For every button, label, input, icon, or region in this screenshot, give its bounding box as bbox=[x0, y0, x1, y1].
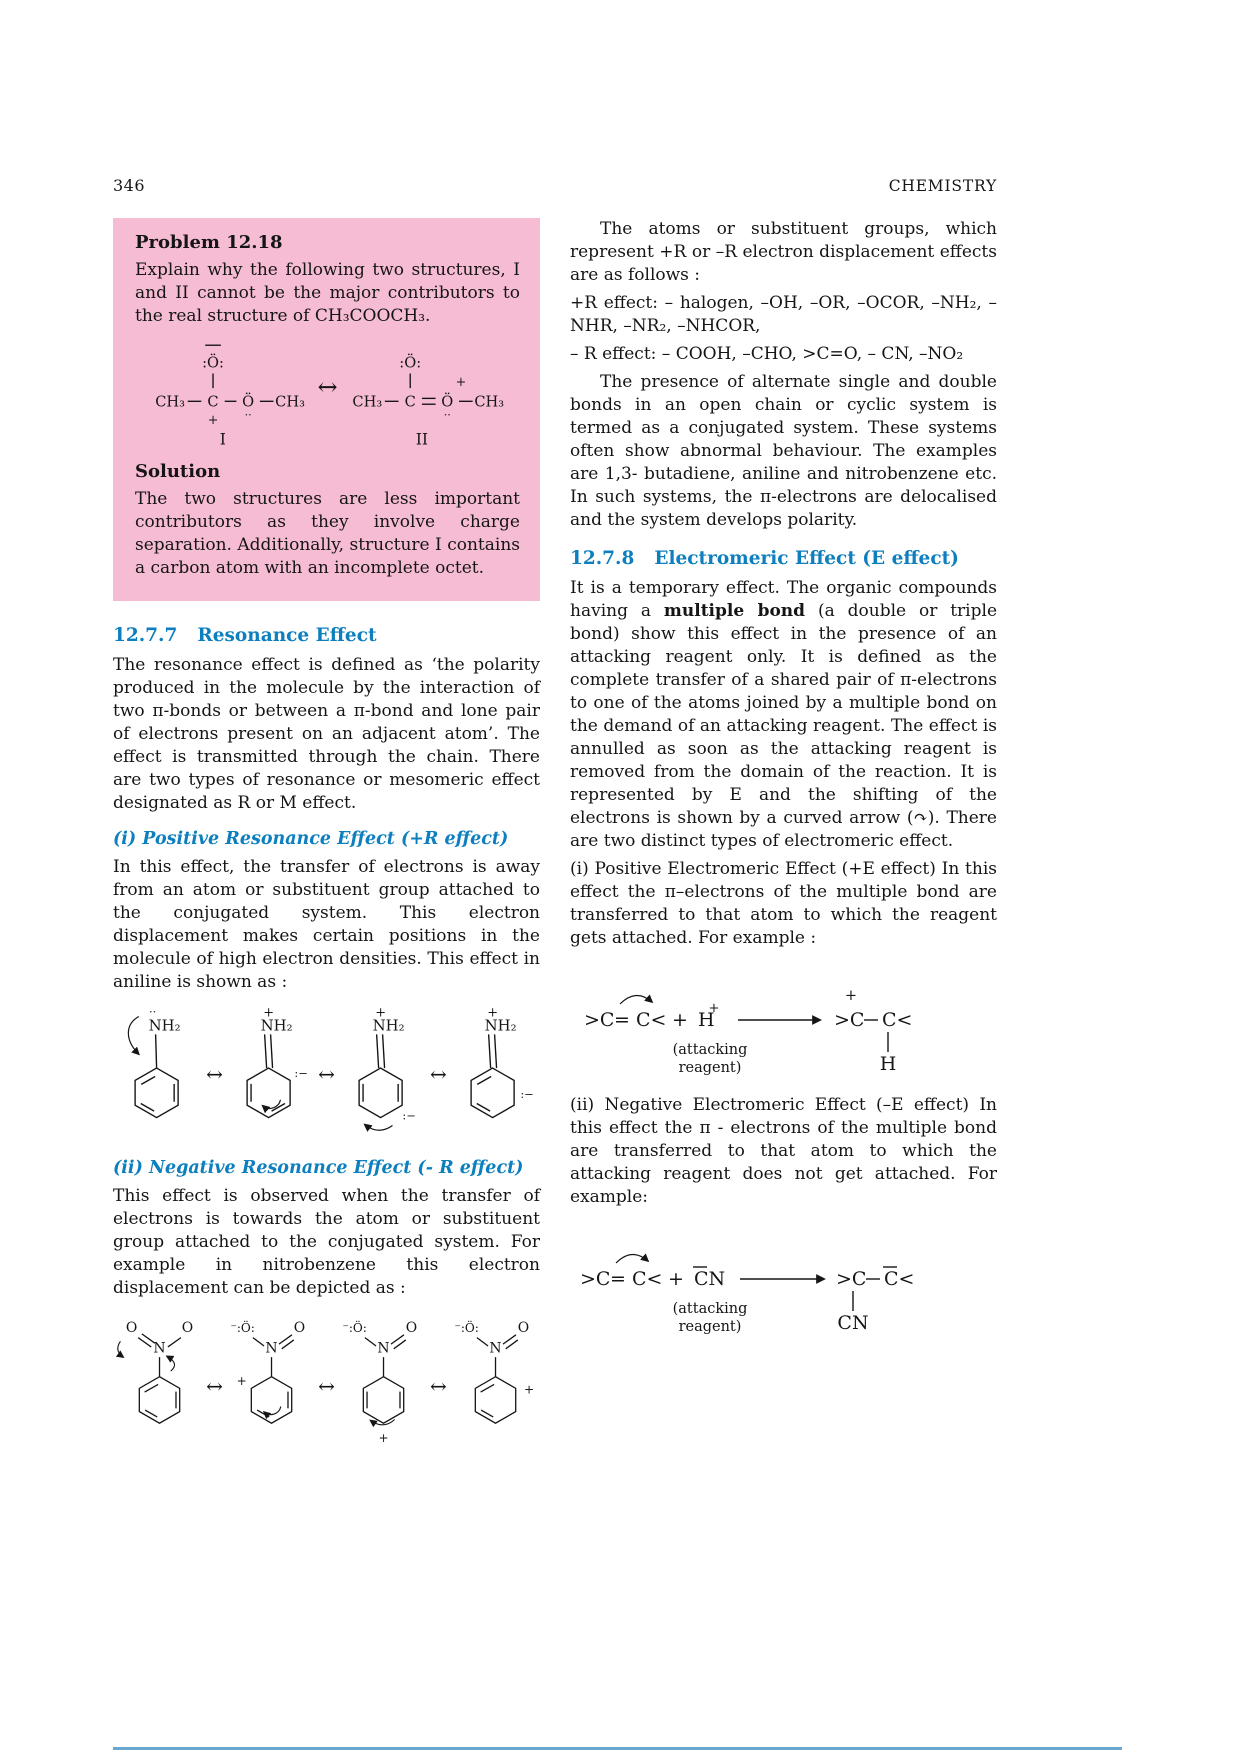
conjugated-system-paragraph: The presence of alternate single and double bonds in an open chain or cyclic system is termed as a conjugated system. These systems often show abnormal behaviour. The examples are 1,3- butadiene, aniline and nitrobenzene etc. In such systems, the π-electrons are delocalised and the system develops polarity. bbox=[570, 372, 997, 530]
resonance-arrow: ↔ bbox=[318, 1374, 335, 1398]
nitrobenzene-resonance-figure bbox=[113, 1310, 540, 1462]
page-header bbox=[113, 176, 997, 195]
benzene-ring bbox=[475, 1377, 515, 1424]
two-column-layout bbox=[113, 218, 997, 1474]
carbon-fragment: C< bbox=[635, 1009, 666, 1031]
ester-resonance-figure bbox=[135, 336, 520, 451]
resonance-arrow: ↔ bbox=[317, 372, 338, 401]
section-title: Resonance Effect bbox=[197, 625, 377, 646]
nitrobenzene-structure-2 bbox=[225, 1310, 316, 1462]
plus-charge: + bbox=[378, 1430, 389, 1445]
negative-oxygen: ⁻:Ö: bbox=[342, 1321, 367, 1336]
solution-title: Solution bbox=[135, 461, 221, 482]
negative-oxygen: ⁻:Ö: bbox=[454, 1321, 479, 1336]
negative-resonance-paragraph: This effect is observed when the transfer of electrons is towards the atom or substituent group attached to the conjugated system. For example in nitrobenzene this electron displacement can be depicted as : bbox=[113, 1186, 540, 1298]
positive-electromeric-equation bbox=[574, 962, 994, 1080]
positive-electromeric-paragraph: (i) Positive Electromeric Effect (+E effect) In this effect the π–electrons of the multiple bond are transferred to that atom to which the reagent gets attached. For example : bbox=[570, 859, 997, 948]
negative-resonance-heading: (ii) Negative Resonance Effect (- R effect) bbox=[113, 1158, 524, 1178]
lone-pair-dots: ·· bbox=[443, 408, 451, 422]
bond bbox=[365, 1338, 376, 1346]
double-bond bbox=[382, 1034, 384, 1068]
oxygen: O bbox=[125, 1320, 138, 1337]
amino-group: NH₂ bbox=[372, 1016, 405, 1035]
bond bbox=[168, 1338, 181, 1347]
aniline-structure-3 bbox=[337, 1004, 428, 1144]
top-oxygen: :Ö: bbox=[398, 354, 421, 372]
structure-label-I: I bbox=[219, 430, 226, 449]
resonance-arrow: ↔ bbox=[430, 1062, 447, 1086]
hydrogen: H bbox=[879, 1053, 896, 1075]
amino-group: NH₂ bbox=[260, 1016, 293, 1035]
double-bond bbox=[488, 1034, 490, 1068]
left-column bbox=[113, 218, 540, 1474]
benzene-ring bbox=[359, 1068, 402, 1118]
plus-charge: + bbox=[844, 988, 857, 1004]
plus-charge: + bbox=[523, 1382, 534, 1397]
proton: H bbox=[697, 1009, 715, 1031]
curved-electron-arrow bbox=[118, 1341, 123, 1357]
double-bond bbox=[377, 1034, 379, 1068]
bold-multiple-bond: multiple bond bbox=[663, 601, 806, 621]
negative-electromeric-paragraph: (ii) Negative Electromeric Effect (–E effect) In this effect the π - electrons of the multiple bond are transferred to that atom to which the attacking reagent does not get attached. For example: bbox=[570, 1095, 997, 1207]
double-bond bbox=[141, 1076, 155, 1084]
negative-electromeric-equation bbox=[570, 1221, 1000, 1339]
oxygen: O bbox=[517, 1320, 529, 1337]
aniline-structure-4 bbox=[449, 1004, 540, 1144]
methyl-group: CH₃ bbox=[275, 393, 305, 411]
nitrobenzene-structure-1 bbox=[113, 1310, 204, 1462]
oxygen: O bbox=[293, 1320, 306, 1337]
negative-charge: :− bbox=[294, 1065, 308, 1080]
plus-charge: + bbox=[207, 412, 219, 428]
c-n-bond bbox=[156, 1034, 157, 1068]
curved-electron-arrow bbox=[620, 995, 652, 1004]
carbon-fragment: C< bbox=[884, 1268, 915, 1290]
benzene-ring bbox=[363, 1377, 403, 1424]
plus-charge: + bbox=[708, 1001, 719, 1016]
page-bottom-rule bbox=[113, 1747, 1122, 1750]
nitrogen: N bbox=[153, 1340, 166, 1357]
nitrobenzene-structure-4 bbox=[449, 1310, 540, 1462]
carbon-fragment: >C bbox=[833, 1009, 864, 1031]
top-oxygen: :Ö: bbox=[202, 354, 224, 372]
aniline-structure-2 bbox=[225, 1004, 316, 1144]
curved-electron-arrow bbox=[616, 1254, 648, 1263]
ester-oxygen: Ö bbox=[242, 393, 255, 411]
double-bond bbox=[145, 1384, 158, 1392]
curved-electron-arrow bbox=[264, 1406, 281, 1414]
cyanide-group: CN bbox=[837, 1312, 869, 1334]
plus-charge: + bbox=[487, 1005, 498, 1021]
amino-group: NH₂ bbox=[484, 1016, 517, 1035]
amino-group: NH₂ bbox=[148, 1016, 181, 1035]
negative-charge: :− bbox=[402, 1108, 416, 1123]
problem-title: Problem 12.18 bbox=[135, 232, 283, 253]
lone-pair-dots: ·· bbox=[244, 408, 252, 422]
nitrogen: N bbox=[489, 1340, 502, 1357]
solution-body: The two structures are less important contributors as they involve charge separation. Additionally, structure I contains a carbon atom with an incomplete octet. bbox=[135, 489, 520, 578]
bond bbox=[253, 1338, 264, 1346]
methyl-group: CH₃ bbox=[351, 393, 382, 411]
oxygen: O bbox=[405, 1320, 418, 1337]
electromeric-paragraph bbox=[570, 577, 997, 853]
aniline-structure-1 bbox=[113, 1004, 204, 1144]
positive-resonance-paragraph: In this effect, the transfer of electrons is away from an atom or substituent group attached to the conjugated system. This electron displacement makes certain positions in the molecule of high electron densities. This effect in aniline is shown as : bbox=[113, 857, 540, 992]
double-bond bbox=[477, 1076, 491, 1084]
ester-oxygen: Ö bbox=[440, 393, 453, 411]
central-carbon: C bbox=[404, 393, 416, 411]
electromeric-text-after: (a double or triple bond) show this effect in the presence of an attacking reagent only. It is defined as the complete transfer of a shared pair of π-electrons to one of the atoms joined by a multiple bond on the demand of an attacking reagent. The effect is annulled as soon as the attacking reagent is removed from the domain of the reaction. It is represented by E and the shifting of the electrons is shown by a curved arrow (↷). There are two distinct types of electromeric effect. bbox=[570, 601, 998, 851]
benzene-ring bbox=[139, 1377, 179, 1424]
double-bond bbox=[265, 1034, 267, 1068]
attacking-reagent-label: reagent) bbox=[678, 1060, 741, 1076]
benzene-ring bbox=[135, 1068, 178, 1118]
right-column bbox=[570, 218, 997, 1474]
double-bond bbox=[494, 1034, 496, 1068]
section-heading-12-7-7 bbox=[113, 625, 540, 646]
carbon-fragment: C< bbox=[632, 1268, 663, 1290]
plus-charge: + bbox=[375, 1005, 386, 1021]
resonance-arrow: ↔ bbox=[430, 1374, 447, 1398]
double-bond bbox=[271, 1034, 273, 1068]
attacking-reagent-label: reagent) bbox=[678, 1319, 742, 1335]
negative-oxygen: ⁻:Ö: bbox=[230, 1321, 255, 1336]
curved-electron-arrow bbox=[128, 1017, 138, 1055]
bond bbox=[477, 1338, 488, 1346]
curved-electron-arrow bbox=[167, 1356, 175, 1371]
cyanide-ion: CN bbox=[694, 1268, 726, 1290]
problem-body: Explain why the following two structures, I and II cannot be the major contributors to the real structure of CH₃COOCH₃. bbox=[135, 260, 520, 326]
electromeric-text-before: It is a temporary effect. The organic compounds having a bbox=[570, 578, 997, 621]
page-number: 346 bbox=[113, 176, 146, 195]
attacking-reagent-label: (attacking bbox=[672, 1042, 747, 1058]
negative-charge: :− bbox=[520, 1086, 534, 1101]
nitrogen: N bbox=[265, 1340, 278, 1357]
methyl-group: CH₃ bbox=[473, 393, 504, 411]
lone-pair-dots: ·· bbox=[149, 1004, 157, 1019]
carbon-fragment: C< bbox=[881, 1009, 912, 1031]
carbon-fragment: >C bbox=[580, 1268, 611, 1290]
oxygen: O bbox=[181, 1320, 194, 1337]
benzene-ring bbox=[247, 1068, 290, 1118]
benzene-ring bbox=[471, 1068, 514, 1118]
nitrobenzene-structure-3 bbox=[337, 1310, 428, 1462]
structure-I-figure bbox=[135, 336, 315, 451]
carbon-fragment: >C bbox=[836, 1268, 867, 1290]
benzene-ring bbox=[251, 1377, 291, 1424]
resonance-arrow: ↔ bbox=[206, 1374, 223, 1398]
plus-charge: + bbox=[236, 1374, 247, 1389]
plus-charge: + bbox=[455, 374, 466, 390]
aniline-resonance-figure bbox=[113, 1004, 540, 1144]
nitrogen: N bbox=[377, 1340, 390, 1357]
section-number: 12.7.7 bbox=[113, 625, 178, 646]
structure-label-II: II bbox=[415, 430, 428, 449]
double-bond-sign: = bbox=[610, 1268, 626, 1290]
minus-r-effect-line: – R effect: – COOH, –CHO, >C=O, – CN, –NO₂ bbox=[570, 344, 964, 364]
section-heading-12-7-8 bbox=[570, 548, 997, 569]
section-number: 12.7.8 bbox=[570, 548, 635, 569]
plus-sign: + bbox=[671, 1009, 688, 1031]
positive-resonance-heading: (i) Positive Resonance Effect (+R effect) bbox=[113, 829, 509, 849]
central-carbon: C bbox=[207, 393, 219, 411]
plus-r-effect-line: +R effect: – halogen, –OH, –OR, –OCOR, –NH₂, –NHR, –NR₂, –NHCOR, bbox=[570, 293, 997, 336]
methyl-group: CH₃ bbox=[155, 393, 186, 411]
resonance-paragraph: The resonance effect is defined as ‘the polarity produced in the molecule by the interaction of two π-bonds or between a π-bond and lone pair of electrons present on an adjacent atom’. The effect is transmitted through the chain. There are two types of resonance or mesomeric effect designated as R or M effect. bbox=[113, 655, 540, 813]
plus-charge: + bbox=[263, 1005, 274, 1021]
plus-sign: + bbox=[668, 1268, 684, 1290]
carbon-fragment: >C bbox=[583, 1009, 614, 1031]
chapter-header: CHEMISTRY bbox=[888, 177, 997, 195]
curved-electron-arrow bbox=[365, 1125, 393, 1131]
double-bond-sign: = bbox=[613, 1009, 630, 1031]
resonance-arrow: ↔ bbox=[318, 1062, 335, 1086]
structure-II-figure bbox=[340, 336, 520, 451]
double-bond bbox=[480, 1384, 493, 1392]
section-title: Electromeric Effect (E effect) bbox=[654, 548, 959, 569]
problem-box bbox=[113, 218, 540, 601]
substituent-intro-paragraph: The atoms or substituent groups, which represent +R or –R electron displacement effects are as follows : bbox=[570, 219, 997, 285]
resonance-arrow: ↔ bbox=[206, 1062, 223, 1086]
attacking-reagent-label: (attacking bbox=[672, 1301, 748, 1317]
